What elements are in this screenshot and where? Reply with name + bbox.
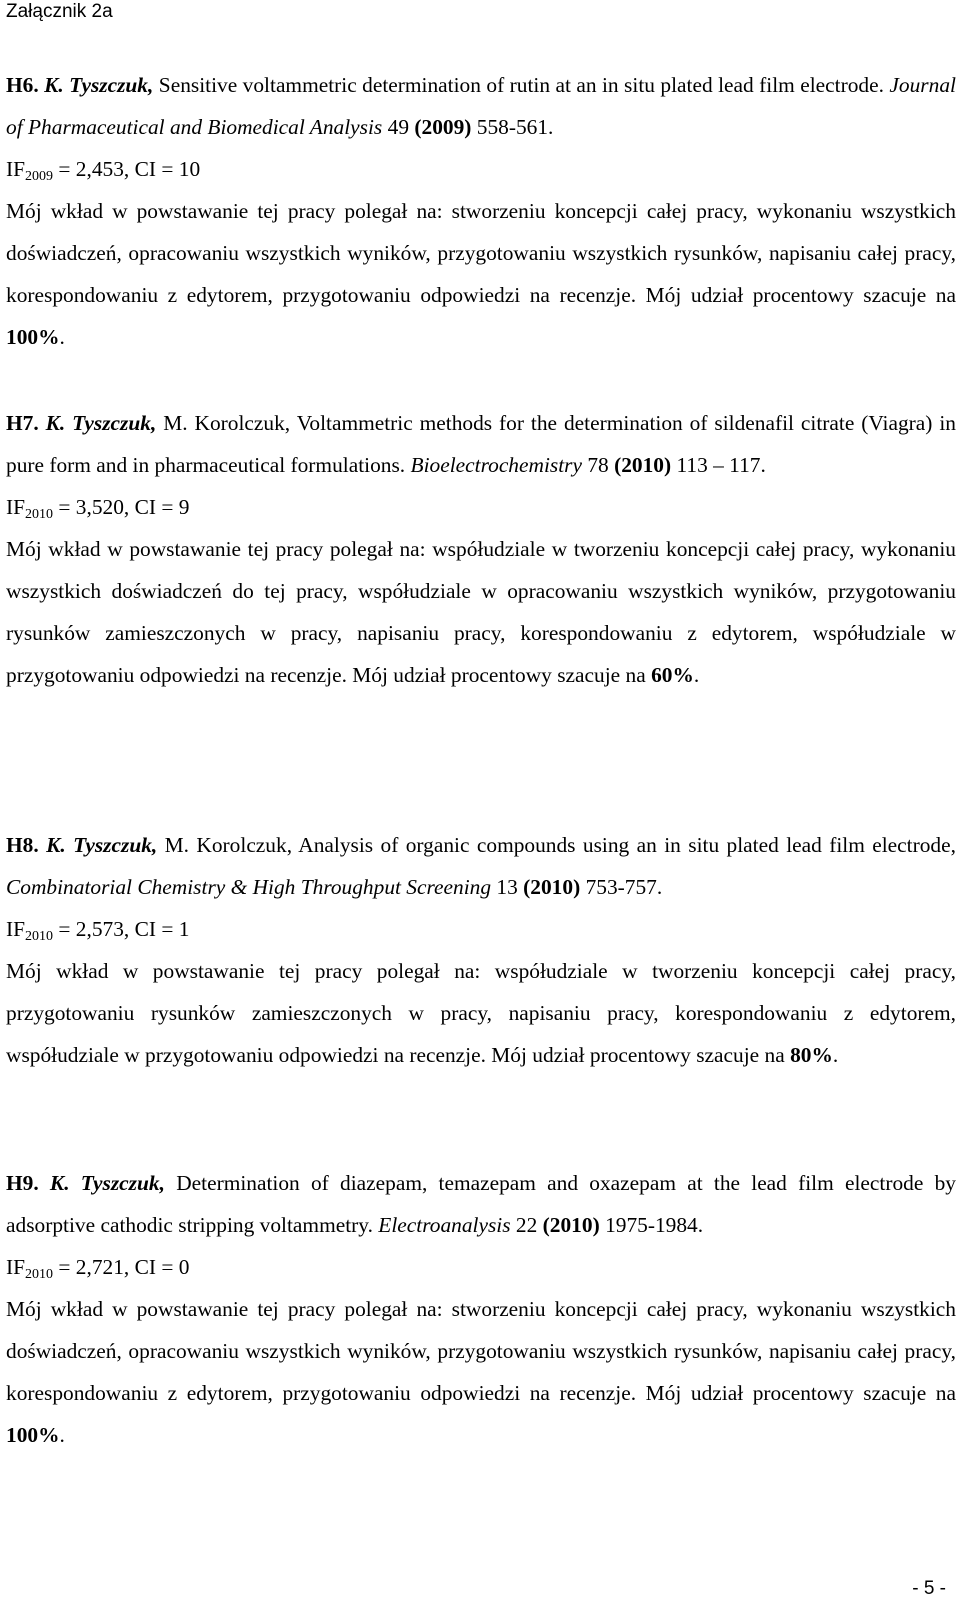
entry-authors: K. Tyszczuk, [44,73,154,97]
contribution-percent: 100% [6,325,60,349]
entry-volume: 22 [515,1213,538,1237]
if-value: = 3,520, CI = 9 [58,495,190,519]
entry-authors: K. Tyszczuk, [45,411,157,435]
entry-year: (2009) [414,115,472,139]
if-value: = 2,721, CI = 0 [58,1255,190,1279]
entry-authors: K. Tyszczuk, [46,833,158,857]
entry-id: H9. [6,1171,39,1195]
contribution: Mój wkład w powstawanie tej pracy polegał na: współudziale w tworzeniu koncepcji całej pracy, przygotowaniu rysunków zamieszczonych w pracy, napisaniu pracy, korespondowaniu z edytorem, współudziale w przygotowaniu odpowiedzi na recenzje. Mój udział procentowy szacuje na 80%. [6,959,956,1067]
entry-pages: 753-757. [585,875,663,899]
citation [6,824,956,908]
entry-authors: K. Tyszczuk, [49,1171,165,1195]
publication-entry-h8 [6,824,956,1076]
contribution-text: Mój wkład w powstawanie tej pracy polegał na: stworzeniu koncepcji całej pracy, wykonaniu wszystkich doświadczeń, opracowaniu wszystkich wyników, przygotowaniu wszystkich rysunków, napisaniu całej pracy, korespondowaniu z edytorem, przygotowaniu odpowiedzi na recenzje. Mój udział procentowy szacuje na [6,1297,956,1405]
if-year: 2009 [25,169,54,184]
entry-journal: Bioelectrochemistry [410,453,582,477]
entry-volume: 49 [387,115,410,139]
entry-coauthors: M. Korolczuk, [163,411,291,435]
entry-title: Sensitive voltammetric determination of rutin at an in situ plated lead film electrode. [158,73,884,97]
if-year: 2010 [25,929,54,944]
contribution: Mój wkład w powstawanie tej pracy polegał na: stworzeniu koncepcji całej pracy, wykonaniu wszystkich doświadczeń, opracowaniu wszystkich wyników, przygotowaniu wszystkich rysunków, napisaniu całej pracy, korespondowaniu z edytorem, przygotowaniu odpowiedzi na recenzje. Mój udział procentowy szacuje na 100%. [6,199,956,349]
entry-volume: 78 [587,453,609,477]
entry-title: Determination of diazepam, temazepam and oxazepam at the lead film electrode by adsorptive cathodic stripping voltammetry. [6,1171,956,1237]
publication-entry-h6 [6,64,956,358]
contribution-text: Mój wkład w powstawanie tej pracy polegał na: współudziale w tworzeniu koncepcji całej pracy, przygotowaniu rysunków zamieszczonych w pracy, napisaniu pracy, korespondowaniu z edytorem, współudziale w przygotowaniu odpowiedzi na recenzje. Mój udział procentowy szacuje na [6,959,956,1067]
entry-id: H6. [6,73,39,97]
entry-pages: 113 – 117. [676,453,766,477]
if-value: = 2,453, CI = 10 [58,157,201,181]
contribution-text: Mój wkład w powstawanie tej pracy polegał na: współudziale w tworzeniu koncepcji całej pracy, wykonaniu wszystkich doświadczeń do tej pracy, współudziale w opracowaniu wszystkich wyników, przygotowaniu rysunków zamieszczonych w pracy, napisaniu pracy, korespondowaniu z edytorem, współudziale w przygotowaniu odpowiedzi na recenzje. Mój udział procentowy szacuje na [6,537,956,687]
entry-journal: Journal of Pharmaceutical and Biomedical Analysis [6,73,956,139]
entry-title: Analysis of organic compounds using an in situ plated lead film electrode, [298,833,956,857]
entry-year: (2010) [523,875,581,899]
entry-coauthors: M. Korolczuk, [164,833,293,857]
if-year: 2010 [25,1267,54,1282]
entry-journal: Electroanalysis [378,1213,511,1237]
entry-id: H8. [6,833,39,857]
entry-title: Voltammetric methods for the determination of sildenafil citrate (Viagra) in pure form and in pharmaceutical formulations. [6,411,956,477]
entry-journal: Combinatorial Chemistry & High Throughput Screening [6,875,492,899]
entry-id: H7. [6,411,39,435]
citation [6,402,956,486]
contribution-text: Mój wkład w powstawanie tej pracy polegał na: stworzeniu koncepcji całej pracy, wykonaniu wszystkich doświadczeń, opracowaniu wszystkich wyników, przygotowaniu wszystkich rysunków, napisaniu całej pracy, korespondowaniu z edytorem, przygotowaniu odpowiedzi na recenzje. Mój udział procentowy szacuje na [6,199,956,307]
page-number: - 5 - [912,1578,946,1599]
entry-year: (2010) [614,453,672,477]
entry-pages: 558-561. [476,115,554,139]
publication-entry-h9 [6,1162,956,1456]
impact-factor: $IF_{2010} = 2,573$, CI = 1 [6,917,190,944]
entry-year: (2010) [542,1213,600,1237]
entry-pages: 1975-1984. [605,1213,704,1237]
contribution: Mój wkład w powstawanie tej pracy polegał na: stworzeniu koncepcji całej pracy, wykonaniu wszystkich doświadczeń, opracowaniu wszystkich wyników, przygotowaniu wszystkich rysunków, napisaniu całej pracy, korespondowaniu z edytorem, przygotowaniu odpowiedzi na recenzje. Mój udział procentowy szacuje na 100%. [6,1297,956,1447]
impact-factor: $IF_{2009} = 2,453$, CI = 10 [6,157,201,184]
publication-entry-h7 [6,402,956,696]
annex-label: Załącznik 2a [6,1,113,22]
if-year: 2010 [25,507,54,522]
citation [6,64,956,148]
if-value: = 2,573, CI = 1 [58,917,190,941]
contribution-percent: 80% [790,1043,833,1067]
contribution-percent: 100% [6,1423,60,1447]
contribution: Mój wkład w powstawanie tej pracy polegał na: współudziale w tworzeniu koncepcji całej pracy, wykonaniu wszystkich doświadczeń do tej pracy, współudziale w opracowaniu wszystkich wyników, przygotowaniu rysunków zamieszczonych w pracy, napisaniu pracy, korespondowaniu z edytorem, współudziale w przygotowaniu odpowiedzi na recenzje. Mój udział procentowy szacuje na 60%. [6,537,956,687]
impact-factor: $IF_{2010} = 3,520$, CI = 9 [6,495,190,522]
entry-volume: 13 [496,875,518,899]
impact-factor: $IF_{2010} = 2,721$, CI = 0 [6,1255,190,1282]
contribution-percent: 60% [651,663,694,687]
citation [6,1162,956,1246]
